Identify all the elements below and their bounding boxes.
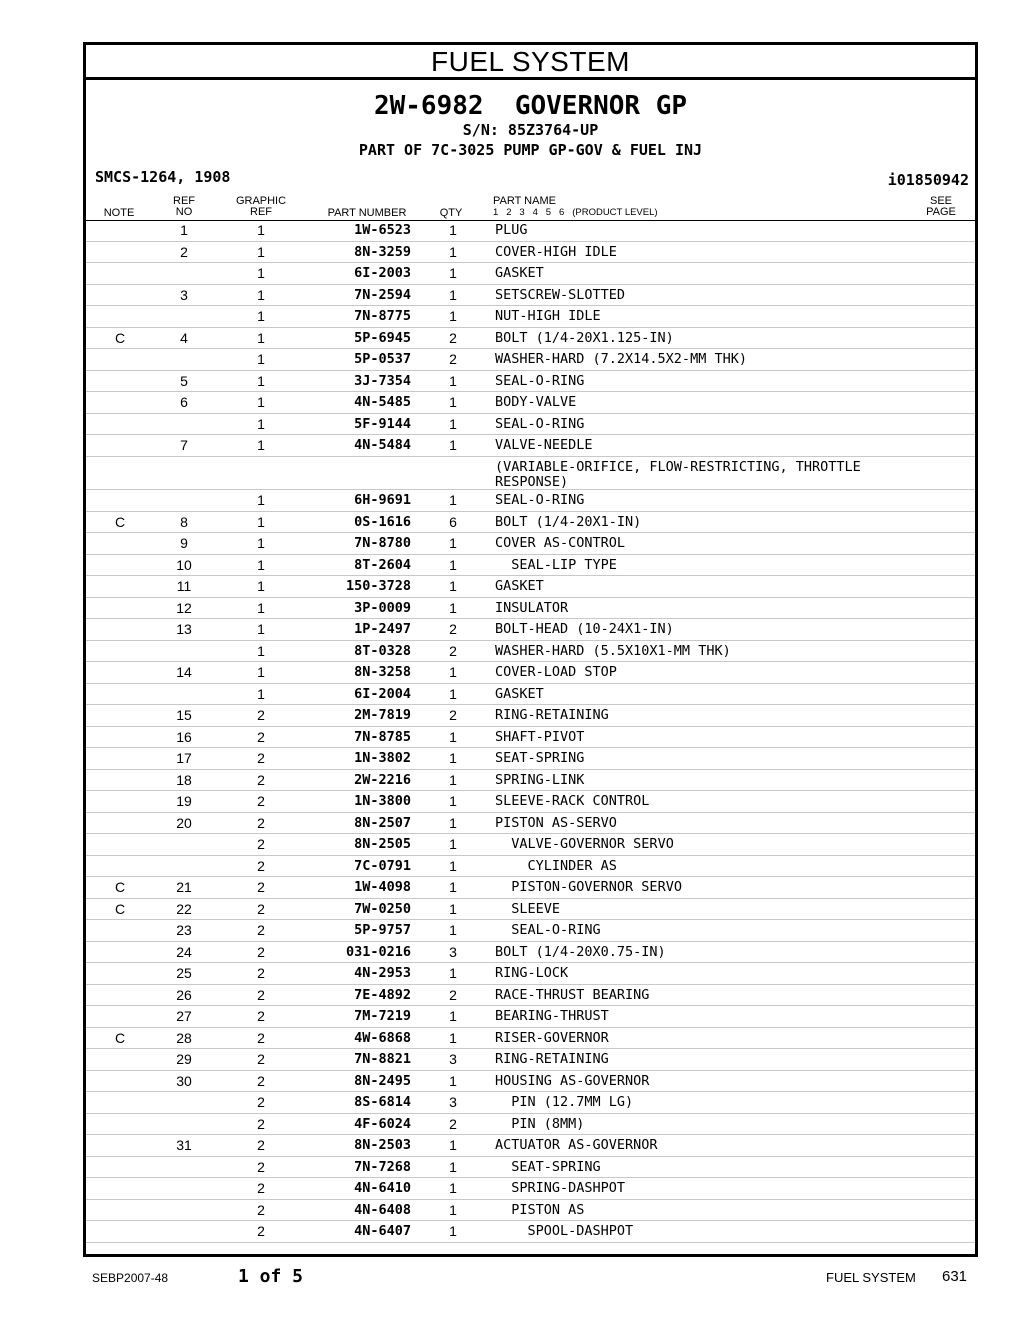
row-qty: 1 (449, 879, 457, 895)
row-part-name: GASKET (495, 578, 544, 594)
row-part-number: 8T-0328 (354, 642, 411, 659)
row-qty: 1 (449, 1029, 457, 1046)
footer-section-name: FUEL SYSTEM (826, 1270, 916, 1285)
row-ref-no: 9 (180, 535, 188, 551)
row-ref-no: 15 (176, 707, 192, 723)
row-ref-no: 7 (180, 437, 188, 453)
row-part-number: 031-0216 (345, 943, 411, 960)
row-part-number: 5P-0537 (354, 351, 411, 367)
row-qty: 1 (449, 437, 457, 453)
row-part-name: SPOOL-DASHPOT (495, 1223, 634, 1239)
row-part-name: COVER-HIGH IDLE (495, 243, 617, 260)
row-ref-no: 8 (180, 513, 188, 530)
row-graphic-ref: 1 (257, 642, 265, 659)
table-row (86, 512, 975, 534)
row-qty: 1 (449, 1180, 457, 1196)
row-qty: 1 (449, 1137, 457, 1153)
row-part-number: 6I-2003 (354, 265, 411, 281)
row-note: C (114, 513, 126, 530)
row-graphic-ref: 2 (257, 943, 265, 960)
row-ref-no: 26 (176, 986, 192, 1003)
row-part-name: PIN (8MM) (495, 1115, 585, 1132)
row-part-name: SEAT-SPRING (495, 750, 585, 766)
table-row (86, 727, 975, 749)
table-row (86, 963, 975, 985)
parent-assembly: PART OF 7C-3025 PUMP GP-GOV & FUEL INJ (358, 141, 703, 159)
row-part-name: PLUG (495, 222, 528, 238)
row-part-number: 4N-6408 (354, 1201, 411, 1218)
row-part-name: RING-RETAINING (495, 707, 609, 723)
row-part-number: 1W-6523 (354, 222, 411, 238)
column-header-part-name: PART NAME (493, 195, 556, 207)
group-header (86, 80, 975, 220)
row-part-name: SEAL-O-RING (495, 922, 601, 938)
row-graphic-ref: 2 (257, 1201, 265, 1218)
table-row (86, 555, 975, 577)
table-row (86, 285, 975, 307)
row-part-name: RING-RETAINING (495, 1051, 609, 1067)
row-part-name: INSULATOR (495, 599, 569, 616)
row-part-number: 7N-8821 (354, 1051, 411, 1067)
row-qty: 1 (449, 1201, 457, 1218)
table-row (86, 1200, 975, 1222)
row-ref-no: 24 (176, 943, 192, 960)
row-graphic-ref: 2 (257, 771, 265, 788)
section-title: FUEL SYSTEM (86, 45, 975, 80)
row-qty: 1 (449, 664, 457, 680)
row-graphic-ref: 2 (257, 836, 265, 852)
row-note: C (114, 879, 126, 895)
row-graphic-ref: 2 (257, 728, 265, 745)
row-part-number: 4N-2953 (354, 965, 411, 981)
row-ref-no: 13 (176, 621, 192, 637)
row-ref-no: 3 (180, 286, 188, 303)
row-note: C (114, 900, 126, 917)
row-qty: 1 (449, 793, 457, 809)
table-row (86, 920, 975, 942)
row-part-number: 4W-6868 (354, 1029, 411, 1046)
row-ref-no: 10 (176, 556, 192, 573)
table-row (86, 662, 975, 684)
table-row (86, 899, 975, 921)
parts-table (86, 220, 975, 1243)
row-graphic-ref: 2 (257, 1137, 265, 1153)
row-part-number: 3J-7354 (354, 372, 411, 389)
row-qty: 1 (449, 1008, 457, 1024)
row-graphic-ref: 2 (257, 1072, 265, 1089)
row-graphic-ref: 2 (257, 1158, 265, 1175)
row-qty: 1 (449, 814, 457, 831)
row-graphic-ref: 2 (257, 879, 265, 895)
table-row (86, 1049, 975, 1071)
row-qty: 1 (449, 394, 457, 410)
row-part-number: 4N-5485 (354, 394, 411, 410)
row-part-name: VALVE-GOVERNOR SERVO (495, 836, 674, 852)
table-row (86, 576, 975, 598)
row-graphic-ref: 2 (257, 900, 265, 917)
table-row (86, 263, 975, 285)
row-part-name: PISTON AS (495, 1201, 585, 1218)
row-part-number: 8N-3258 (354, 664, 411, 680)
table-row (86, 856, 975, 878)
row-qty: 1 (449, 922, 457, 938)
row-graphic-ref: 2 (257, 814, 265, 831)
table-row (86, 813, 975, 835)
column-header-see-page: SEE PAGE (926, 195, 956, 218)
row-part-name: WASHER-HARD (7.2X14.5X2-MM THK) (495, 351, 747, 367)
table-row (86, 684, 975, 706)
table-row (86, 1006, 975, 1028)
row-ref-no: 29 (176, 1051, 192, 1067)
row-part-name: SEAL-O-RING (495, 415, 585, 432)
row-graphic-ref: 1 (257, 415, 265, 432)
row-part-name: BOLT (1/4-20X1.125-IN) (495, 329, 674, 346)
footer-page-of: 1 of 5 (238, 1266, 304, 1287)
row-part-number: 4N-6410 (354, 1180, 411, 1196)
row-part-name: SHAFT-PIVOT (495, 728, 585, 745)
row-qty: 2 (449, 329, 457, 346)
row-part-name: SEAL-LIP TYPE (495, 556, 617, 573)
row-part-number: 3P-0009 (354, 599, 411, 616)
table-row (86, 220, 975, 242)
row-graphic-ref: 2 (257, 1051, 265, 1067)
table-row (86, 791, 975, 813)
column-header-ref-no: REF NO (173, 195, 195, 218)
row-qty: 3 (449, 943, 457, 960)
row-qty: 1 (449, 1072, 457, 1089)
row-ref-no: 11 (176, 578, 192, 594)
table-row (86, 242, 975, 264)
row-graphic-ref: 2 (257, 922, 265, 938)
row-qty: 1 (449, 308, 457, 324)
row-graphic-ref: 2 (257, 707, 265, 723)
row-part-number: 7C-0791 (354, 857, 411, 874)
row-part-name: SLEEVE-RACK CONTROL (495, 793, 650, 809)
row-qty: 1 (449, 265, 457, 281)
row-qty: 2 (449, 1115, 457, 1132)
row-qty: 1 (449, 1158, 457, 1175)
row-qty: 1 (449, 836, 457, 852)
column-header-graphic-ref: GRAPHIC REF (235, 195, 287, 218)
row-part-number: 7N-2594 (354, 286, 411, 303)
row-graphic-ref: 1 (257, 243, 265, 260)
row-qty: 1 (449, 1223, 457, 1239)
row-graphic-ref: 2 (257, 1029, 265, 1046)
table-row (86, 877, 975, 899)
row-qty: 1 (449, 900, 457, 917)
table-row (86, 435, 975, 457)
row-ref-no: 19 (176, 793, 192, 809)
table-row (86, 414, 975, 436)
row-ref-no: 18 (176, 771, 192, 788)
row-graphic-ref: 1 (257, 513, 265, 530)
row-part-number: 7N-7268 (354, 1158, 411, 1175)
row-qty: 1 (449, 965, 457, 981)
row-graphic-ref: 1 (257, 308, 265, 324)
row-qty: 1 (449, 372, 457, 389)
table-row (86, 1221, 975, 1243)
table-row (86, 834, 975, 856)
table-row (86, 392, 975, 414)
column-header-qty: QTY (439, 207, 463, 219)
row-part-number: 8T-2604 (354, 556, 411, 573)
row-qty: 2 (449, 351, 457, 367)
column-header-product-levels: 1 2 3 4 5 6 (PRODUCT LEVEL) (493, 207, 658, 218)
row-part-number: 6I-2004 (354, 685, 411, 702)
row-part-name: BODY-VALVE (495, 394, 577, 410)
row-part-number: 7N-8785 (354, 728, 411, 745)
row-qty: 1 (449, 415, 457, 432)
table-row (86, 641, 975, 663)
table-row (86, 371, 975, 393)
row-part-name: COVER-LOAD STOP (495, 664, 617, 680)
row-part-number: 4F-6024 (354, 1115, 411, 1132)
row-part-number: 2W-2216 (354, 771, 411, 788)
row-qty: 1 (449, 286, 457, 303)
row-qty: 6 (449, 513, 457, 530)
row-ref-no: 25 (176, 965, 192, 981)
row-part-name: NUT-HIGH IDLE (495, 308, 601, 324)
table-row (86, 349, 975, 371)
row-graphic-ref: 1 (257, 372, 265, 389)
row-part-number: 8N-2507 (354, 814, 411, 831)
illustration-id: i01850942 (887, 171, 969, 189)
parts-list-frame (83, 42, 978, 1257)
table-row (86, 748, 975, 770)
row-ref-no: 17 (176, 750, 192, 766)
row-graphic-ref: 2 (257, 1223, 265, 1239)
row-part-name: SPRING-DASHPOT (495, 1180, 626, 1196)
row-part-name: CYLINDER AS (495, 857, 617, 874)
row-qty: 1 (449, 857, 457, 874)
row-ref-no: 2 (180, 243, 188, 260)
row-ref-no: 16 (176, 728, 192, 745)
row-qty: 1 (449, 243, 457, 260)
row-graphic-ref: 1 (257, 599, 265, 616)
table-row (86, 619, 975, 641)
row-qty: 1 (449, 685, 457, 702)
row-part-number: 5F-9144 (354, 415, 411, 432)
row-part-name: SETSCREW-SLOTTED (495, 286, 626, 303)
row-graphic-ref: 1 (257, 222, 265, 238)
row-qty: 1 (449, 728, 457, 745)
row-qty: 3 (449, 1094, 457, 1110)
row-ref-no: 20 (176, 814, 192, 831)
footer-page-number: 631 (942, 1268, 968, 1285)
row-part-name: BOLT (1/4-20X1-IN) (495, 513, 642, 530)
row-part-name: BEARING-THRUST (495, 1008, 609, 1024)
row-ref-no: 22 (176, 900, 192, 917)
row-part-name: (VARIABLE-ORIFICE, FLOW-RESTRICTING, THROTTLE RESPONSE) (495, 458, 861, 490)
row-part-number: 1P-2497 (354, 621, 411, 637)
smcs-code: SMCS-1264, 1908 (95, 168, 231, 186)
serial-number-range: S/N: 85Z3764-UP (462, 121, 599, 139)
row-qty: 1 (449, 535, 457, 551)
row-ref-no: 4 (180, 329, 188, 346)
table-row (86, 770, 975, 792)
row-qty: 1 (449, 750, 457, 766)
row-graphic-ref: 1 (257, 578, 265, 594)
row-graphic-ref: 2 (257, 1115, 265, 1132)
row-part-number: 7M-7219 (354, 1008, 411, 1024)
row-part-name: ACTUATOR AS-GOVERNOR (495, 1137, 658, 1153)
row-qty: 2 (449, 642, 457, 659)
row-qty: 1 (449, 771, 457, 788)
table-row (86, 985, 975, 1007)
row-ref-no: 5 (180, 372, 188, 389)
table-row (86, 1135, 975, 1157)
table-row (86, 1178, 975, 1200)
row-part-number: 1W-4098 (354, 879, 411, 895)
row-graphic-ref: 1 (257, 394, 265, 410)
row-graphic-ref: 1 (257, 265, 265, 281)
group-title: 2W-6982 GOVERNOR GP (373, 91, 688, 121)
row-part-number: 8S-6814 (354, 1094, 411, 1110)
row-graphic-ref: 1 (257, 664, 265, 680)
row-part-name: GASKET (495, 685, 544, 702)
row-part-number: 1N-3802 (354, 750, 411, 766)
column-header-part-number: PART NUMBER (327, 207, 407, 219)
row-graphic-ref: 2 (257, 793, 265, 809)
row-part-number: 150-3728 (345, 578, 411, 594)
row-graphic-ref: 2 (257, 1008, 265, 1024)
row-part-number: 7N-8775 (354, 308, 411, 324)
row-ref-no: 21 (176, 879, 192, 895)
row-ref-no: 14 (176, 664, 192, 680)
row-part-name: RING-LOCK (495, 965, 569, 981)
table-row (86, 705, 975, 727)
row-graphic-ref: 2 (257, 1180, 265, 1196)
table-row (86, 1157, 975, 1179)
row-qty: 2 (449, 707, 457, 723)
row-part-name: BOLT-HEAD (10-24X1-IN) (495, 621, 674, 637)
row-graphic-ref: 2 (257, 986, 265, 1003)
table-row (86, 306, 975, 328)
row-graphic-ref: 1 (257, 286, 265, 303)
row-part-name: PISTON AS-SERVO (495, 814, 617, 831)
row-part-number: 2M-7819 (354, 707, 411, 723)
row-part-number: 8N-2505 (354, 836, 411, 852)
row-qty: 1 (449, 556, 457, 573)
row-part-number: 6H-9691 (354, 492, 411, 508)
table-row (86, 533, 975, 555)
row-part-name: WASHER-HARD (5.5X10X1-MM THK) (495, 642, 731, 659)
row-graphic-ref: 2 (257, 1094, 265, 1110)
row-part-number: 8N-3259 (354, 243, 411, 260)
row-part-name: SLEEVE (495, 900, 561, 917)
table-row (86, 328, 975, 350)
row-note: C (114, 1029, 126, 1046)
row-graphic-ref: 1 (257, 621, 265, 637)
row-qty: 2 (449, 986, 457, 1003)
row-ref-no: 27 (176, 1008, 192, 1024)
row-part-number: 7W-0250 (354, 900, 411, 917)
row-note: C (114, 329, 126, 346)
row-part-name: COVER AS-CONTROL (495, 535, 626, 551)
row-part-name: GASKET (495, 265, 544, 281)
row-graphic-ref: 1 (257, 535, 265, 551)
row-graphic-ref: 1 (257, 437, 265, 453)
table-row (86, 598, 975, 620)
row-part-name: RACE-THRUST BEARING (495, 986, 650, 1003)
table-row (86, 942, 975, 964)
row-ref-no: 12 (176, 599, 192, 616)
table-row (86, 1092, 975, 1114)
row-graphic-ref: 1 (257, 329, 265, 346)
row-qty: 1 (449, 578, 457, 594)
table-row (86, 1071, 975, 1093)
row-part-number: 7E-4892 (354, 986, 411, 1003)
row-ref-no: 6 (180, 394, 188, 410)
column-header-note: NOTE (103, 207, 135, 219)
row-ref-no: 31 (176, 1137, 192, 1153)
row-qty: 1 (449, 492, 457, 508)
table-row (86, 490, 975, 512)
row-part-name: SEAL-O-RING (495, 372, 585, 389)
row-part-name: VALVE-NEEDLE (495, 437, 593, 453)
row-part-number: 5P-6945 (354, 329, 411, 346)
row-ref-no: 1 (180, 222, 188, 238)
row-part-number: 0S-1616 (354, 513, 411, 530)
row-part-name: RISER-GOVERNOR (495, 1029, 609, 1046)
row-part-name: HOUSING AS-GOVERNOR (495, 1072, 650, 1089)
row-part-number: 1N-3800 (354, 793, 411, 809)
row-qty: 3 (449, 1051, 457, 1067)
row-graphic-ref: 1 (257, 685, 265, 702)
row-qty: 1 (449, 222, 457, 238)
row-graphic-ref: 1 (257, 556, 265, 573)
row-ref-no: 28 (176, 1029, 192, 1046)
row-graphic-ref: 2 (257, 857, 265, 874)
table-row (86, 1028, 975, 1050)
row-graphic-ref: 1 (257, 492, 265, 508)
row-part-name: BOLT (1/4-20X0.75-IN) (495, 943, 666, 960)
row-graphic-ref: 2 (257, 750, 265, 766)
row-part-name: SEAL-O-RING (495, 492, 585, 508)
row-part-number: 4N-5484 (354, 437, 411, 453)
footer-document-id: SEBP2007-48 (92, 1271, 169, 1285)
table-row (86, 457, 975, 491)
row-part-name: SEAT-SPRING (495, 1158, 601, 1175)
row-graphic-ref: 1 (257, 351, 265, 367)
row-part-number: 5P-9757 (354, 922, 411, 938)
row-part-name: SPRING-LINK (495, 771, 585, 788)
row-ref-no: 23 (176, 922, 192, 938)
row-qty: 2 (449, 621, 457, 637)
row-part-number: 8N-2503 (354, 1137, 411, 1153)
row-part-number: 7N-8780 (354, 535, 411, 551)
row-graphic-ref: 2 (257, 965, 265, 981)
table-row (86, 1114, 975, 1136)
row-part-name: PIN (12.7MM LG) (495, 1094, 634, 1110)
row-part-number: 4N-6407 (354, 1223, 411, 1239)
row-qty: 1 (449, 599, 457, 616)
row-part-name: PISTON-GOVERNOR SERVO (495, 879, 682, 895)
row-part-number: 8N-2495 (354, 1072, 411, 1089)
row-ref-no: 30 (176, 1072, 192, 1089)
